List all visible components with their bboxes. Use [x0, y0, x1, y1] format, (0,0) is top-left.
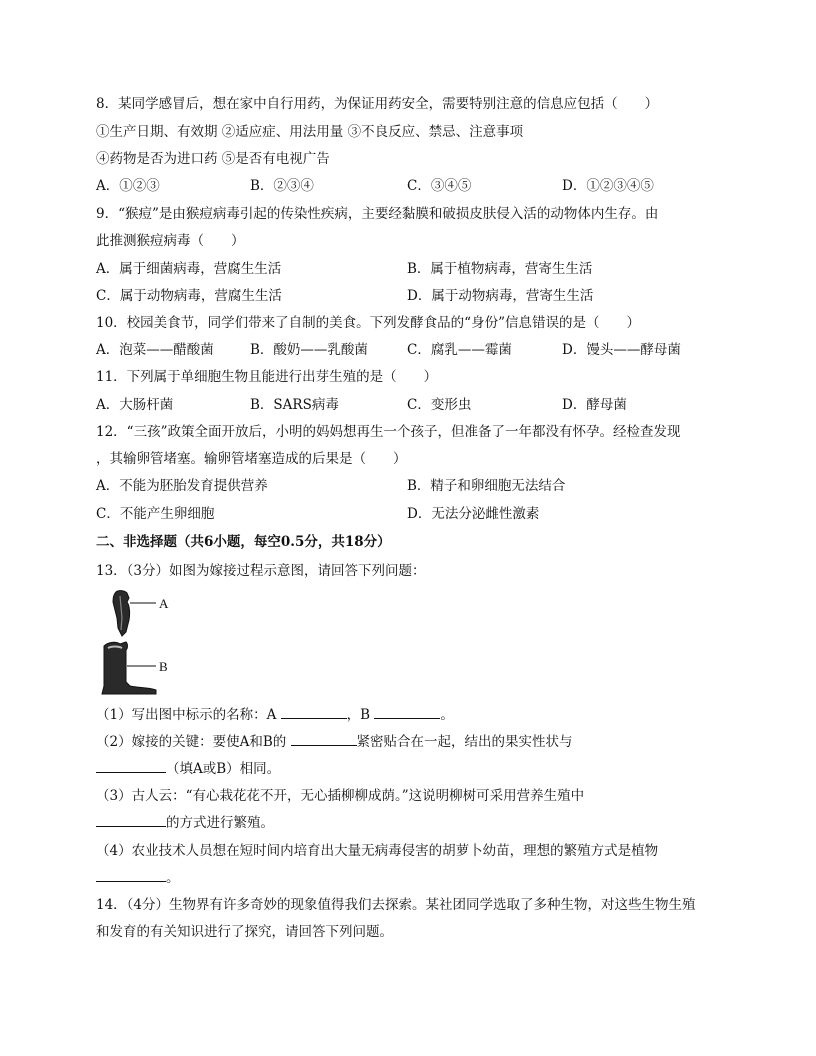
q13-part-3-line-2 — [96, 814, 274, 832]
q12-option-d: D．无法分泌雌性激素 — [407, 506, 540, 522]
q13-part-1-text-a: （1）写出图中标示的名称：A — [96, 707, 281, 723]
answer-blank-b[interactable] — [374, 706, 440, 719]
label-a: A — [159, 596, 169, 611]
q13-stem: 13．（3分）如图为嫁接过程示意图，请回答下列问题： — [96, 563, 426, 579]
q8-option-c: C．③④⑤ — [407, 178, 472, 194]
q13-part-2-text-b: 紧密贴合在一起，结出的果实性状与 — [356, 734, 573, 750]
q9-option-d: D．属于动物病毒，营寄生生活 — [407, 288, 594, 304]
q12-option-c: C．不能产生卵细胞 — [96, 506, 215, 522]
q9-option-a: A．属于细菌病毒，营腐生生活 — [96, 261, 282, 277]
q9-stem-line-2: 此推测猴痘病毒（ ） — [96, 233, 245, 249]
answer-blank-3[interactable] — [96, 814, 166, 827]
q8-option-b: B．②③④ — [250, 178, 314, 194]
q12-stem-line-1: 12．“三孩”政策全面开放后，小明的妈妈想再生一个孩子，但准备了一年都没有怀孕。经检查发现 — [96, 424, 681, 440]
q13-part-3-text: 的方式进行繁殖。 — [166, 815, 274, 831]
q13-part-4-line-1: （4）农业技术人员想在短时间内培育出大量无病毒侵害的胡萝卜幼苗，理想的繁殖方式是植物 — [96, 843, 659, 859]
q13-part-2-text-c: （填A或B）相同。 — [166, 761, 281, 777]
q9-option-b: B．属于植物病毒，营寄生生活 — [407, 261, 593, 277]
q12-option-a: A．不能为胚胎发育提供营养 — [96, 478, 268, 494]
q13-part-1 — [96, 706, 454, 724]
answer-blank-2a[interactable] — [291, 733, 357, 746]
q8-stem: 8．某同学感冒后，想在家中自行用药，为保证用药安全，需要特别注意的信息应包括（ ） — [96, 96, 659, 112]
q11-stem: 11．下列属于单细胞生物且能进行出芽生殖的是（ ） — [96, 369, 438, 385]
q11-option-d: D．酵母菌 — [562, 397, 627, 413]
q10-option-d: D．馒头——酵母菌 — [562, 342, 681, 358]
q11-option-b: B．SARS病毒 — [250, 397, 339, 413]
q8-info-line-2: ④药物是否为进口药 ⑤是否有电视广告 — [96, 151, 330, 167]
q11-option-a: A．大肠杆菌 — [96, 397, 174, 413]
q13-part-4-text: 。 — [166, 870, 180, 886]
q10-option-c: C．腐乳——霉菌 — [407, 342, 512, 358]
label-b: B — [159, 659, 168, 674]
q8-option-a: A．①②③ — [96, 178, 160, 194]
q10-option-b: B．酸奶——乳酸菌 — [250, 342, 368, 358]
q14-stem-line-2: 和发育的有关知识进行了探究，请回答下列问题。 — [96, 924, 393, 940]
q13-part-2-line-1 — [96, 733, 573, 751]
q14-stem-line-1: 14．（4分）生物界有许多奇妙的现象值得我们去探索。某社团同学选取了多种生物，对这些生物生殖 — [96, 897, 696, 913]
q13-part-4-line-2 — [96, 869, 180, 887]
q11-option-c: C．变形虫 — [407, 397, 472, 413]
grafting-diagram — [96, 588, 196, 696]
q10-option-a: A．泡菜——醋酸菌 — [96, 342, 214, 358]
q9-option-c: C．属于动物病毒，营腐生生活 — [96, 288, 282, 304]
q13-part-3-line-1: （3）古人云：“有心栽花花不开，无心插柳柳成荫。”这说明柳树可采用营养生殖中 — [96, 788, 585, 804]
q13-part-1-text-b: ，B — [346, 707, 375, 723]
section-heading: 二、非选择题（共6小题，每空0.5分，共18分） — [96, 534, 391, 550]
q8-option-d: D．①②③④⑤ — [562, 178, 654, 194]
q12-option-b: B．精子和卵细胞无法结合 — [407, 478, 566, 494]
q8-info-line-1: ①生产日期、有效期 ②适应症、用法用量 ③不良反应、禁忌、注意事项 — [96, 124, 524, 140]
q12-stem-line-2: ，其输卵管堵塞。输卵管堵塞造成的后果是（ ） — [96, 451, 407, 467]
answer-blank-a[interactable] — [281, 706, 347, 719]
stock-shape — [102, 642, 156, 694]
q10-stem: 10．校园美食节，同学们带来了自制的美食。下列发酵食品的“身份”信息错误的是（ ） — [96, 315, 640, 331]
q9-stem-line-1: 9．“猴痘”是由猴痘病毒引起的传染性疾病，主要经黏膜和破损皮肤侵入活的动物体内生存。由 — [96, 206, 659, 222]
q13-part-2-text-a: （2）嫁接的关键：要使A和B的 — [96, 734, 291, 750]
answer-blank-2b[interactable] — [96, 760, 166, 773]
q13-part-1-text-c: 。 — [440, 707, 454, 723]
answer-blank-4[interactable] — [96, 869, 166, 882]
q13-part-2-line-2 — [96, 760, 280, 778]
